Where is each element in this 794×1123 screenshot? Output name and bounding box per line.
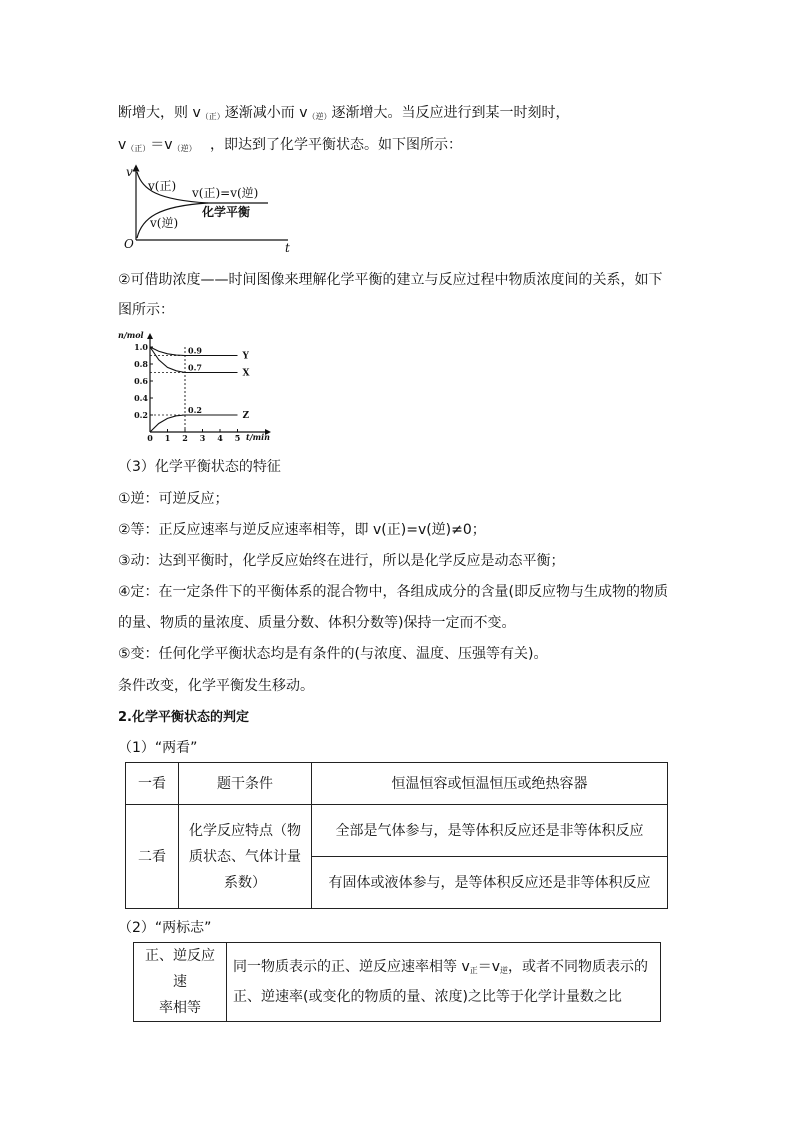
origin-label: O bbox=[124, 237, 134, 251]
cell-text: 同一物质表示的正、逆反应速率相等 v bbox=[233, 959, 470, 975]
feature-item-1: ①逆：可逆反应； bbox=[118, 491, 229, 507]
equal-rate-label: v(正)=v(逆) bbox=[192, 186, 259, 200]
cell-line: 质状态、气体计量 bbox=[189, 848, 301, 865]
x-tick-label: 1 bbox=[164, 433, 171, 443]
x-tick-label: 5 bbox=[234, 433, 241, 443]
cell-line: 化学反应特点（物 bbox=[189, 822, 301, 839]
y-tick-label: 1.0 bbox=[134, 342, 148, 352]
x-tick-label: 4 bbox=[217, 433, 223, 443]
intro-text: 断增大，则 v bbox=[118, 105, 201, 121]
intro-text: 逐渐增大。当反应进行到某一时刻时， bbox=[331, 105, 570, 121]
subscript: （正） bbox=[126, 144, 151, 153]
cell-line bbox=[233, 954, 654, 984]
section3-title: （3）化学平衡状态的特征 bbox=[118, 459, 281, 475]
intro-text: ，即达到了化学平衡状态。如下图所示： bbox=[209, 137, 462, 153]
y-tick-label: 0.2 bbox=[134, 410, 148, 420]
cell-line: 正、逆反应速 bbox=[145, 948, 215, 990]
subheading-two-signs: （2）“两标志” bbox=[118, 920, 212, 936]
concentration-time-chart bbox=[118, 328, 278, 446]
reverse-rate-label: v(逆) bbox=[150, 216, 179, 230]
forward-rate-label: v(正) bbox=[148, 179, 177, 193]
y-tick-label: 0.8 bbox=[134, 359, 148, 369]
subscript: （逆） bbox=[172, 144, 197, 153]
subscript: 逆 bbox=[500, 966, 509, 975]
y-tick-label: 0.4 bbox=[134, 393, 148, 403]
equilibrium-label: 化学平衡 bbox=[202, 205, 251, 219]
data-label-z: 0.2 bbox=[188, 405, 202, 415]
x-axis-label: t bbox=[285, 241, 290, 252]
series-name-x: X bbox=[242, 368, 250, 379]
intro-text: 逐渐减小而 v bbox=[224, 105, 308, 121]
feature-item-4-line-1: ④定：在一定条件下的平衡体系的混合物中，各组成成分的含量(即反应物与生成物的物质 bbox=[118, 584, 669, 600]
x-tick-label: 0 bbox=[147, 433, 153, 443]
data-label-x: 0.7 bbox=[188, 362, 202, 373]
x-tick-label: 3 bbox=[199, 433, 206, 443]
cell-line: 率相等 bbox=[159, 1000, 201, 1016]
table-cell: 有固体或液体参与，是等体积反应还是非等体积反应 bbox=[312, 857, 668, 909]
intro-line-2 bbox=[118, 135, 462, 159]
table-cell bbox=[134, 943, 227, 1022]
data-label-y: 0.9 bbox=[188, 345, 202, 356]
series-line-z bbox=[150, 415, 238, 432]
feature-item-4-line-2: 的量、物质的量浓度、质量分数、体积分数等)保持一定而不变。 bbox=[118, 615, 516, 631]
para2-line-1: ②可借助浓度——时间图像来理解化学平衡的建立与反应过程中物质浓度间的关系，如下 bbox=[118, 272, 663, 288]
cell-line: 正、逆速率(或变化的物质的量、浓度)之比等于化学计量数之比 bbox=[233, 989, 622, 1005]
x-tick-label: 2 bbox=[182, 433, 188, 443]
series-name-y: Y bbox=[242, 351, 249, 362]
intro-line-1 bbox=[118, 103, 570, 127]
intro-text: v bbox=[118, 137, 127, 153]
subscript: 正 bbox=[469, 966, 478, 975]
two-looks-table bbox=[125, 762, 668, 909]
feature-item-3: ③动：达到平衡时，化学反应始终在进行，所以是化学反应是动态平衡； bbox=[118, 553, 565, 569]
subscript: （逆） bbox=[307, 112, 332, 121]
para2-line-2: 图所示： bbox=[118, 302, 174, 318]
table-cell bbox=[179, 805, 312, 909]
y-axis-label: v bbox=[126, 165, 133, 179]
y-axis-label: n/mol bbox=[118, 330, 144, 340]
cell-text: ，或者不同物质表示的 bbox=[508, 959, 649, 975]
feature-note: 条件改变，化学平衡发生移动。 bbox=[118, 678, 314, 694]
series-name-z: Z bbox=[242, 411, 250, 421]
cell-text: ＝v bbox=[477, 959, 501, 975]
rate-time-figure bbox=[118, 160, 308, 252]
table-cell: 二看 bbox=[126, 805, 179, 909]
y-tick-label: 0.6 bbox=[134, 376, 148, 386]
cell-line: 系数） bbox=[224, 874, 266, 891]
table-cell: 全部是气体参与，是等体积反应还是非等体积反应 bbox=[312, 805, 668, 857]
intro-text: ＝v bbox=[150, 137, 173, 153]
section-heading: 2.化学平衡状态的判定 bbox=[118, 710, 249, 725]
table-cell bbox=[227, 943, 661, 1022]
subscript: （正） bbox=[200, 112, 225, 121]
feature-item-5: ⑤变：任何化学平衡状态均是有条件的(与浓度、温度、压强等有关)。 bbox=[118, 646, 548, 662]
table-cell: 一看 bbox=[126, 763, 179, 805]
table-cell: 恒温恒容或恒温恒压或绝热容器 bbox=[312, 763, 668, 805]
two-signs-table bbox=[133, 942, 661, 1022]
x-axis-label: t/min bbox=[246, 432, 270, 442]
table-cell: 题干条件 bbox=[179, 763, 312, 805]
subheading-two-looks: （1）“两看” bbox=[118, 740, 198, 756]
feature-item-2: ②等：正反应速率与逆反应速率相等，即 v(正)=v(逆)≠0； bbox=[118, 522, 486, 538]
